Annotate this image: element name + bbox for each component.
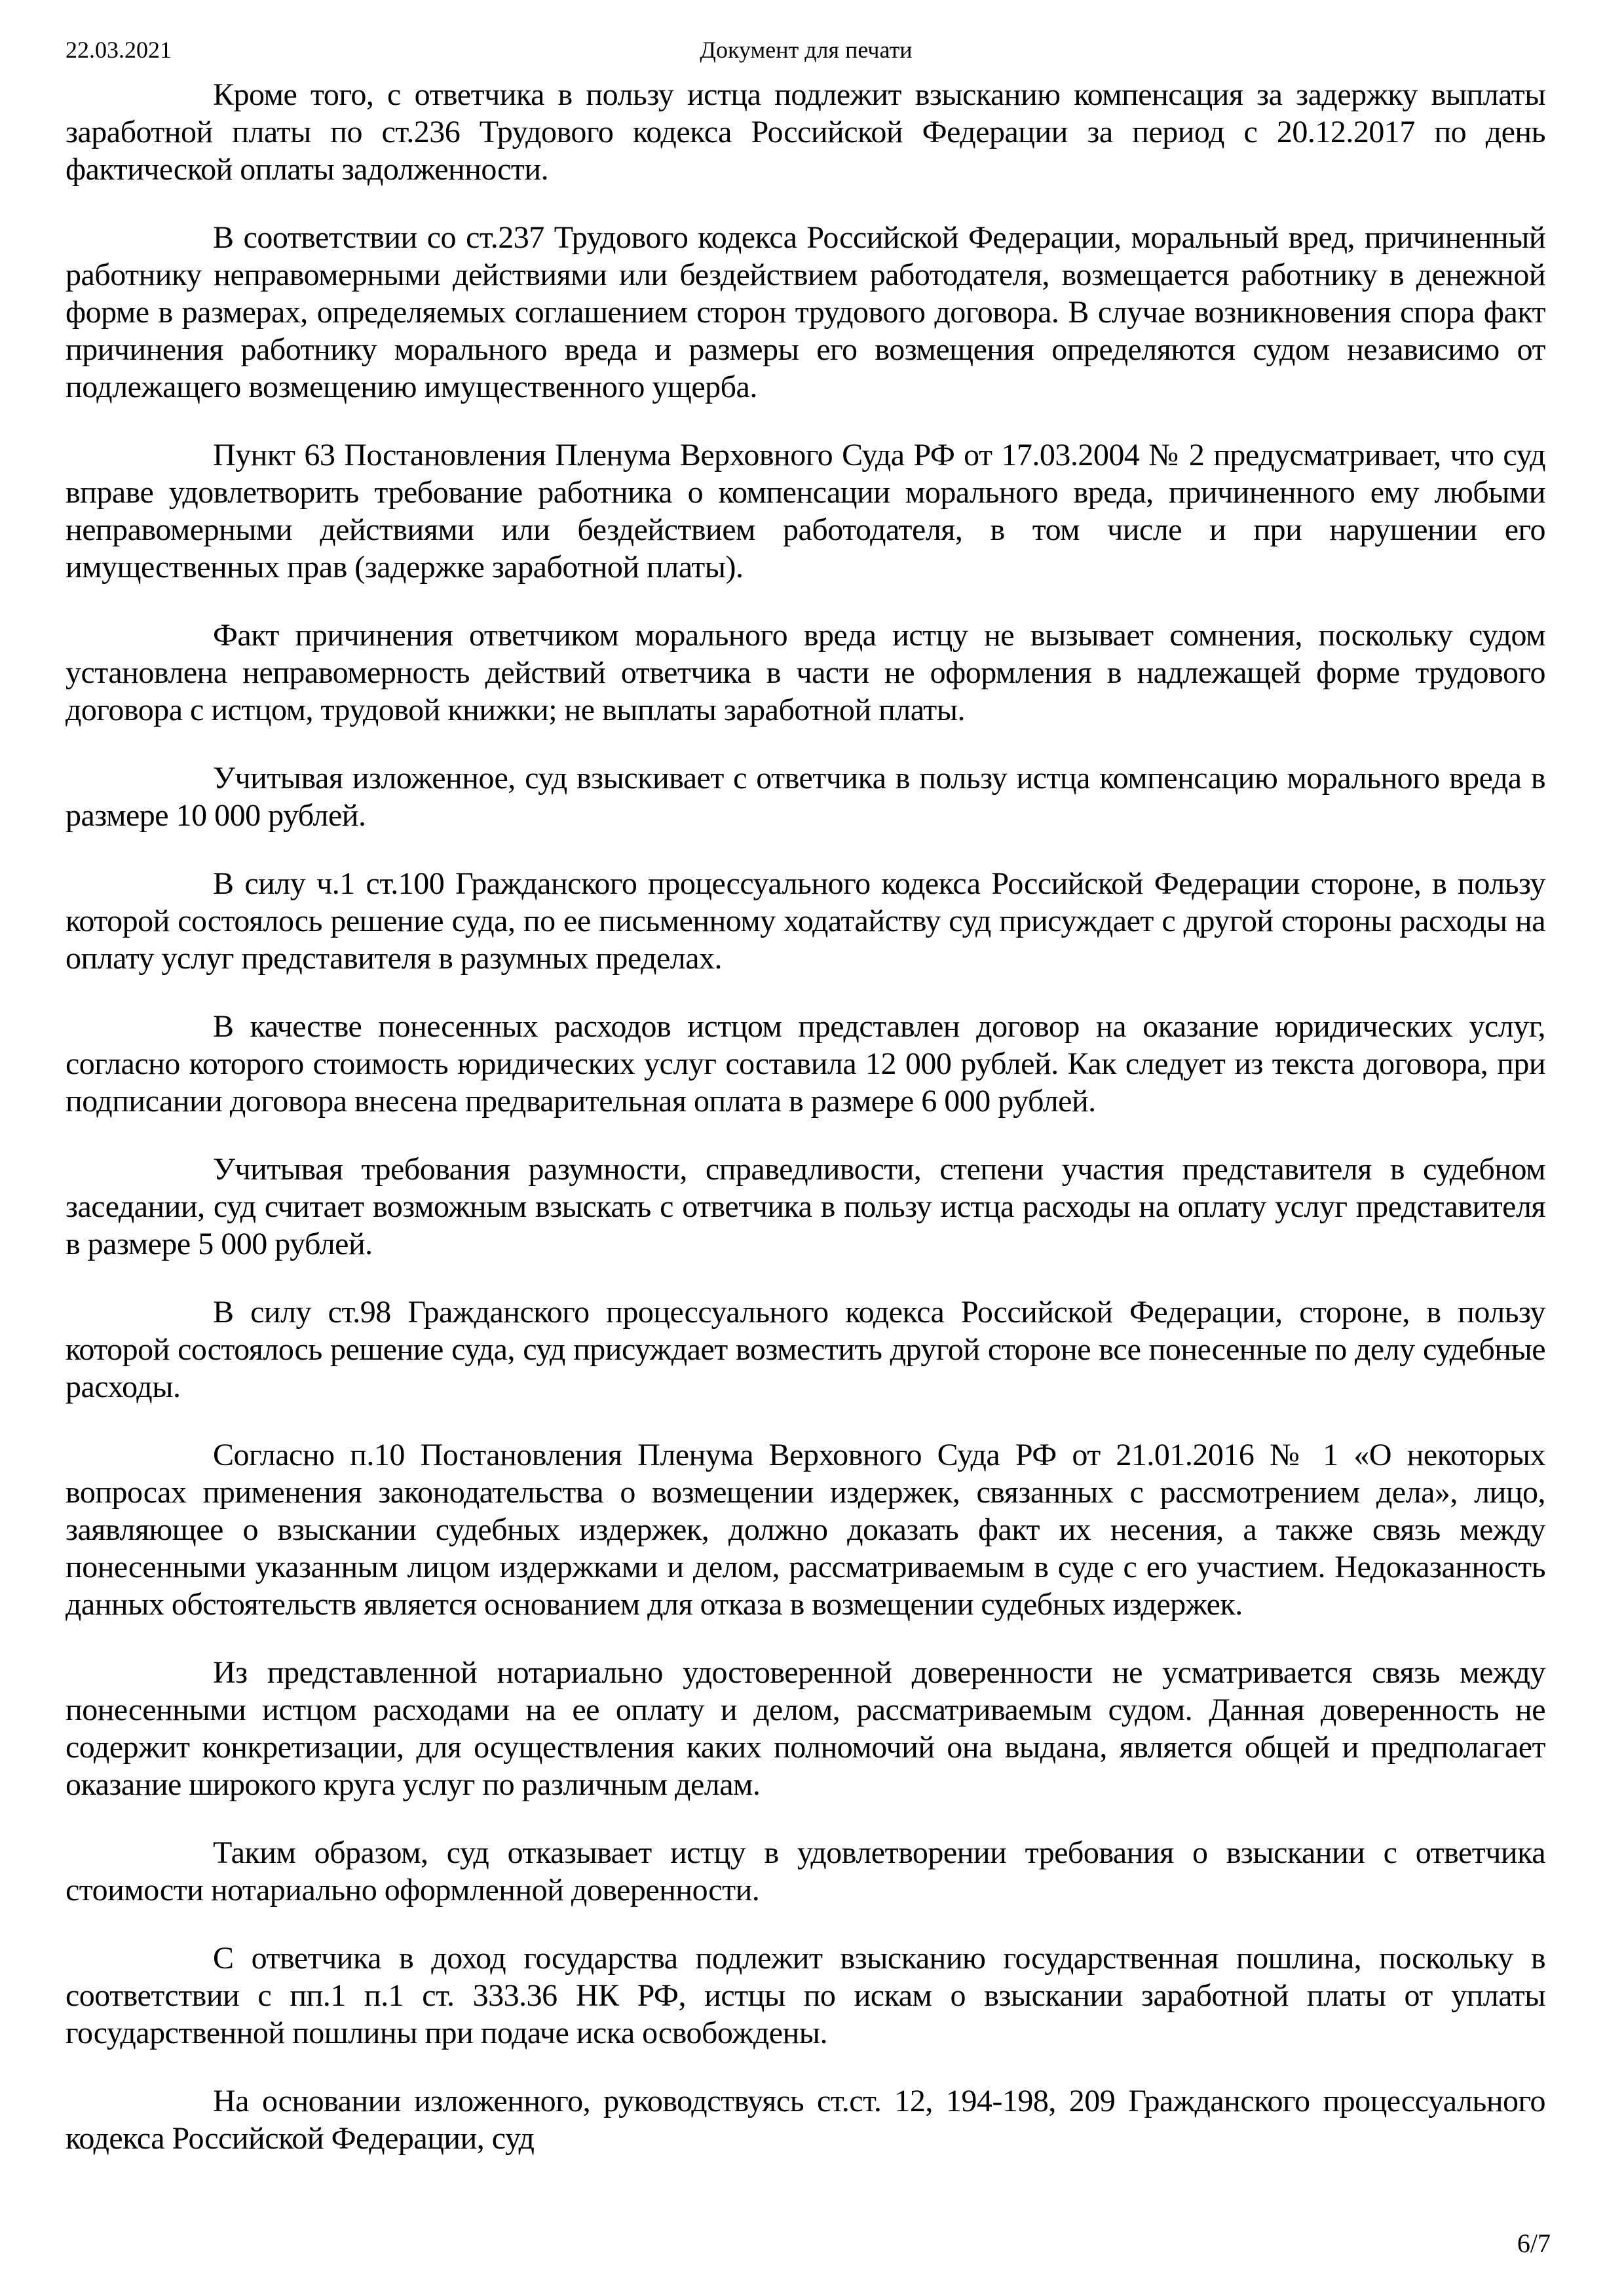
paragraph: В качестве понесенных расходов истцом представлен договор на оказание юридических услуг, согласно которого стоимость юридических услуг составила 12 000 рублей. Как следует из текста договора, при подписании договора внесена предварительная оплата в размере 6 000 рублей. xyxy=(66,1009,1545,1119)
paragraph: На основании изложенного, руководствуясь ст.ст. 12, 194-198, 209 Гражданского процессуального кодекса Российской Федерации, суд xyxy=(66,2084,1545,2156)
paragraph: В силу ст.98 Гражданского процессуального кодекса Российской Федерации, стороне, в пользу которой состоялось решение суда, суд присуждает возместить другой стороне все понесенные по делу судебные расходы. xyxy=(66,1295,1545,1404)
header-date: 22.03.2021 xyxy=(66,37,172,63)
header-title: Документ для печати xyxy=(700,37,913,63)
paragraph: Пункт 63 Постановления Пленума Верховного Суда РФ от 17.03.2004 № 2 предусматривает, что суд вправе удовлетворить требование работника о компенсации морального вреда, причиненного ему любыми неправомерными действиями или бездействием работодателя, в том числе и при нарушении его имущественных прав (задержке заработной платы). xyxy=(66,438,1545,584)
page-number: 6/7 xyxy=(1517,2229,1551,2258)
paragraph: Учитывая требования разумности, справедливости, степени участия представителя в судебном заседании, суд считает возможным взыскать с ответчика в пользу истца расходы на оплату услуг представителя в размере 5 000 рублей. xyxy=(66,1152,1545,1261)
paragraph: Согласно п.10 Постановления Пленума Верховного Суда РФ от 21.01.2016 № 1 «О некоторых вопросах применения законодательства о возмещении издержек, связанных с рассмотрением дела», лицо, заявляющее о взыскании судебных издержек, должно доказать факт их несения, а также связь между понесенными указанным лицом издержками и делом, рассматриваемым в суде с его участием. Недоказанность данных обстоятельств является основанием для отказа в возмещении судебных издержек. xyxy=(66,1438,1545,1622)
document-body xyxy=(66,76,1545,2188)
paragraph: В силу ч.1 ст.100 Гражданского процессуального кодекса Российской Федерации стороне, в пользу которой состоялось решение суда, по ее письменному ходатайству суд присуждает с другой стороны расходы на оплату услуг представителя в разумных пределах. xyxy=(66,866,1545,976)
paragraph: С ответчика в доход государства подлежит взысканию государственная пошлина, поскольку в соответствии с пп.1 п.1 ст. 333.36 НК РФ, истцы по искам о взыскании заработной платы от уплаты государственной пошлины при подаче иска освобождены. xyxy=(66,1941,1545,2050)
paragraph: Из представленной нотариально удостоверенной доверенности не усматривается связь между понесенными истцом расходами на ее оплату и делом, рассматриваемым судом. Данная доверенность не содержит конкретизации, для осуществления каких полномочий она выдана, является общей и предполагает оказание широкого круга услуг по различным делам. xyxy=(66,1655,1545,1802)
paragraph: В соответствии со ст.237 Трудового кодекса Российской Федерации, моральный вред, причиненный работнику неправомерными действиями или бездействием работодателя, возмещается работнику в денежной форме в размерах, определяемых соглашением сторон трудового договора. В случае возникновения спора факт причинения работнику морального вреда и размеры его возмещения определяются судом независимо от подлежащего возмещению имущественного ущерба. xyxy=(66,220,1545,404)
paragraph: Таким образом, суд отказывает истцу в удовлетворении требования о взыскании с ответчика стоимости нотариально оформленной доверенности. xyxy=(66,1835,1545,1907)
paragraph: Учитывая изложенное, суд взыскивает с ответчика в пользу истца компенсацию морального вреда в размере 10 000 рублей. xyxy=(66,761,1545,833)
page-footer xyxy=(1517,2230,1551,2257)
paragraph: Кроме того, с ответчика в пользу истца подлежит взысканию компенсация за задержку выплаты заработной платы по ст.236 Трудового кодекса Российской Федерации за период с 20.12.2017 по день фактической оплаты задолженности. xyxy=(66,77,1545,187)
page-header xyxy=(66,37,1547,68)
paragraph: Факт причинения ответчиком морального вреда истцу не вызывает сомнения, поскольку судом установлена неправомерность действий ответчика в части не оформления в надлежащей форме трудового договора с истцом, трудовой книжки; не выплаты заработной платы. xyxy=(66,618,1545,727)
